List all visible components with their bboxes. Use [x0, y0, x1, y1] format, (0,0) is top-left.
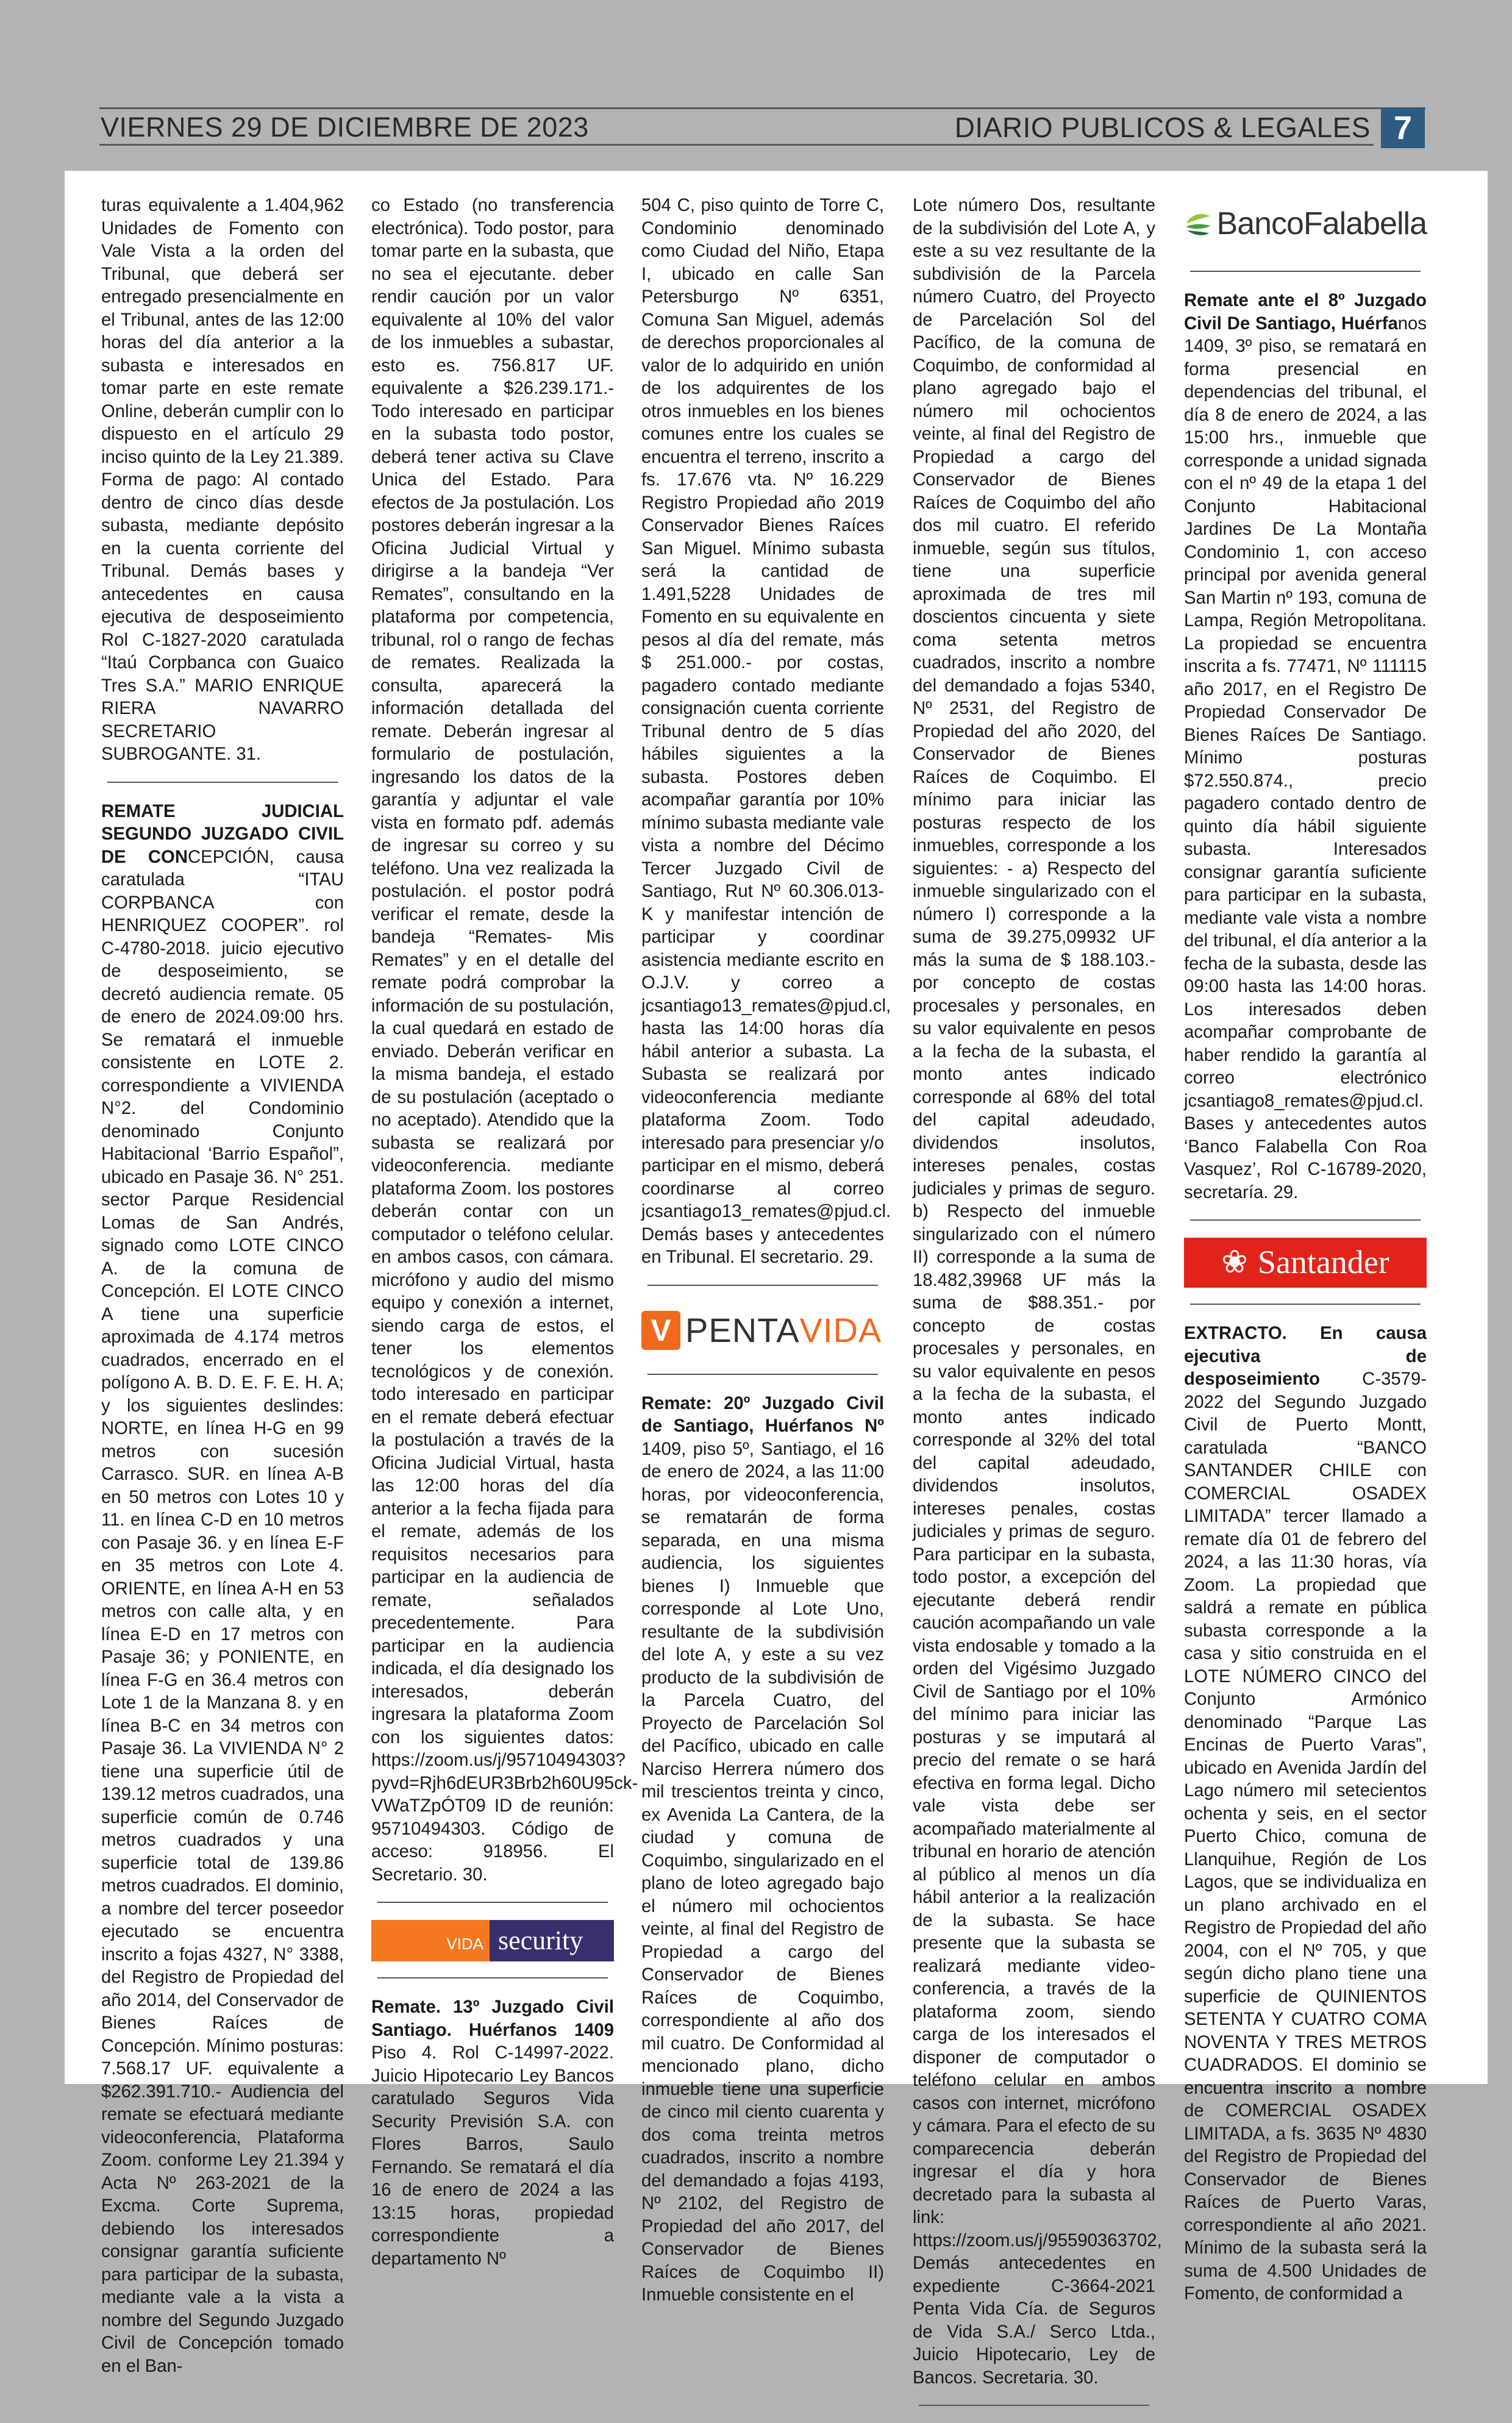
falabella-word-1: Banco — [1216, 206, 1303, 242]
notice-vida-security — [371, 1996, 614, 2270]
vida-security-logo — [371, 1920, 614, 1961]
notice-divider — [647, 1285, 878, 1286]
notice-body: Piso 4. Rol C-14997-2022. Juicio Hipotecario Ley Bancos caratulado Seguros Vida Security Previsión S.A. con Flores Barros, Saulo Fernando. Se rematará el día 16 de enero de 2024 a las 13:15 horas, propiedad correspondiente a departamento Nº — [371, 2043, 614, 2269]
column-2 — [371, 194, 638, 2270]
pentavida-word-2: VIDA — [799, 1310, 882, 1349]
vida-security-small-text: VIDA — [446, 1934, 483, 1953]
notice-itau-continued: turas equivalente a 1.404,962 Unidades de Fomento con Vale Vista a la orden del Tribunal, que deberá ser entregado presencialmente en el Tribunal, antes de las 12:00 horas del día anterior a la subasta e interesados en tomar parte en este remate Online, deberán cumplir con lo dispuesto en el artículo 29 inciso quinto de la Ley 21.389. Forma de pago: Al contado dentro de cinco días desde subasta, mediante depósito en la cuenta corriente del Tribunal. Demás bases y antecedentes en causa ejecutiva de desposeimiento Rol C-1827-2020 caratulada “Itaú Corpbanca con Guaico Tres S.A.” MARIO ENRIQUE RIERA NAVARRO SECRETARIO SUBROGANTE. 31. — [101, 195, 344, 764]
notice-itau-continued-2: co Estado (no transferencia electrónica). Todo postor, para tomar parte en la subasta, que no sea el ejecutante. deber rendir caución por un valor equivalente al 10% del valor de los inmuebles a subastar, esto es. 756.817 UF. equivalente a $26.239.171.- Todo interesado en participar en la subasta todo postor, deberá tener activa su Clave Unica del Estado. Para efectos de Ja postulación. Los postores deberán ingresar a la Oficina Judicial Virtual y dirigirse a la bandeja “Ver Remates”, consultando en la plataforma por competencia, tribunal, rol o rango de fechas de remates. Realizada la consulta, aparecerá la información detallada del remate. Deberán ingresar al formulario de postulación, ingresando los datos de la garantía y adjuntar el vale vista en formato pdf. además de ingresar su correo y su teléfono. Una vez realizada la postulación. el postor podrá verificar el remate, desde la bandeja “Remates- Mis Remates” y en el detalle del remate podrá comprobar la información de su postulación, la cual quedará en estado de enviado. Deberán verificar en la misma bandeja, el estado de su postulación (aceptado o no aceptado). Atendido que la subasta se realizará por videoconferencia. mediante plataforma Zoom. los postores deberán contar con un computador o teléfono celular. en ambos casos, con cámara. micrófono y audio del mismo equipo y conexión a internet, siendo carga de estos, el tener los elementos tecnológicos y de conexión. todo interesado en participar en el remate deberá efectuar la postulación a través de la Oficina Judicial Virtual, hasta las 12:00 horas del día anterior a la fecha fijada para el remate, además de los requisitos necesarios para participar en la audiencia de remate, señalados precedentemente. Para participar en la audiencia indicada, el día designado los interesados, deberán ingresara la plataforma Zoom con los siguientes datos: https://zoom.us/j/95710494303?pyvd=Rjh6dEUR3Brb2h60U95ck-VWaTZpÓT09 ID de reunión: 95710494303. Código de acceso: 918956. El Secretario. 30. — [371, 195, 638, 1885]
notice-body: nos 1409, 3º piso, se rematará en forma presencial en dependencias del tribunal, el día 8 de enero de 2024, a las 15:00 hrs., inmueble que corresponde a unidad signada con el nº 49 de la etapa 1 del Conjunto Habitacional Jardines De La Montaña Condominio 1, con acceso principal por avenida general San Martin nº 193, comuna de Lampa, Región Metropolitana. La propiedad se encuentra inscrita a fs. 77471, Nº 111115 año 2017, en el Registro De Propiedad Conservador De Bienes Raíces De Santiago. Mínimo posturas $72.550.874., precio pagadero contado dentro de quinto día hábil siguiente subasta. Interesados consignar garantía suficiente para participar en la subasta, mediante vale vista a nombre del tribunal, el día anterior a la fecha de la subasta, desde las 09:00 hasta las 14:00 horas. Los interesados deben acompañar comprobante de haber rendido la garantía al correo electrónico jcsantiago8_remates@pjud.cl. Bases y antecedentes autos ‘Banco Falabella Con Roa Vasquez’, Rol C-16789-2020, secretaría. 29. — [1184, 313, 1427, 1202]
santander-wordmark: Santander — [1257, 1244, 1389, 1281]
vida-security-logo-right: security — [490, 1920, 614, 1961]
pentavida-word-1: PENTA — [685, 1310, 800, 1349]
pentavida-mark-icon: V — [641, 1311, 680, 1350]
notice-divider — [1190, 271, 1421, 272]
vida-security-logo-left — [371, 1920, 490, 1961]
header-bottom-rule — [99, 144, 1374, 146]
notice-divider — [107, 782, 338, 783]
header-publication-name: DIARIO PUBLICOS & LEGALES — [954, 112, 1371, 143]
column-3 — [641, 194, 891, 2307]
notice-pentavida-continued: Lote número Dos, resultante de la subdivisión del Lote A, y este a su vez resultante de la subdivisión de la Parcela número Cuatro, del Proyecto de Parcelación Sol del Pacífico, de la comuna de Coquimbo, de conformidad al plano agregado bajo el número mil ochocientos veinte, al final del Registro de Propiedad a cargo del Conservador de Bienes Raíces de Coquimbo del año dos mil cuatro. El referido inmueble, según sus títulos, tiene una superficie aproximada de tres mil doscientos cincuenta y siete coma setenta metros cuadrados, inscrito a nombre del demandado a fojas 5340, Nº 2531, del Registro de Propiedad del año 2020, del Conservador de Bienes Raíces de Coquimbo. El mínimo para iniciar las posturas respecto de los inmuebles, corresponde a los siguientes: - a) Respecto del inmueble singularizado con el número I) corresponde a la suma de 39.275,09932 UF más la suma de $ 188.103.- por concepto de costas procesales y personales, en su valor equivalente en pesos a la fecha de la subasta, el monto antes indicado corresponde al 68% del total del capital adeudado, dividendos insolutos, intereses penales, costas judiciales y primas de seguro. b) Respecto del inmueble singularizado con el número II) corresponde a la suma de 18.482,39968 UF más la suma de $88.351.- por concepto de costas procesales y personales, en su valor equivalente en pesos a la fecha de la subasta, el monto antes indicado corresponde al 32% del total del capital adeudado, dividendos insolutos, intereses penales, costas judiciales y primas de seguro. Para participar en la subasta, todo postor, a excepción del ejecutante deberá rendir caución acompañando un vale vista endosable y tomado a la orden del Vigésimo Juzgado Civil de Santiago por el 10% del mínimo para iniciar las posturas y se imputará al precio del remate o se hará efectiva en forma legal. Dicho vale vista debe ser acompañado materialmente al tribunal en horario de atención al público al menos un día hábil anterior a la realización de la subasta. Se hace presente que la subasta se realizará mediante video- conferencia, a través de la plataforma zoom, siendo carga de los interesados el disponer de computador o teléfono celular en ambos casos con internet, micrófono y cámara. Para el efecto de su comparecencia deberán ingresar el día y hora decretado para la subasta al link: https://zoom.us/j/95590363702, Demás antecedentes en expediente C-3664-2021 Penta Vida Cía. de Seguros de Vida S.A./ Serco Ltda., Juicio Hipotecario, Ley de Bancos. Secretaria. 30. — [913, 195, 1162, 2388]
column-4 — [913, 194, 1162, 2423]
notice-divider — [1190, 1219, 1421, 1221]
pentavida-logo — [641, 1303, 884, 1358]
falabella-leaf-icon — [1184, 198, 1212, 251]
notice-divider — [647, 1374, 878, 1375]
banco-falabella-logo — [1184, 194, 1427, 255]
santander-flame-icon: ❀ — [1221, 1244, 1248, 1280]
column-5 — [1184, 194, 1427, 2305]
notice-heading: REMATE JUDICIAL SEGUNDO JUZGADO CIVIL DE CON — [101, 801, 344, 867]
santander-logo — [1184, 1238, 1427, 1288]
header-date: VIERNES 29 DE DICIEMBRE DE 2023 — [101, 112, 589, 143]
notice-itau-corpbanca — [101, 800, 344, 2378]
notice-santander — [1184, 1322, 1427, 2305]
notice-divider — [1190, 1304, 1421, 1305]
notice-heading: EXTRACTO. En causa ejecutiva de desposeimiento — [1184, 1323, 1427, 1389]
notice-divider — [377, 1902, 608, 1903]
notice-divider — [377, 1977, 608, 1979]
notice-body: CEPCIÓN, causa caratulada “ITAU CORPBANCA con HENRIQUEZ COOPER”. rol C-4780-2018. juicio ejecutivo de desposeimiento, se decretó audiencia remate. 05 de enero de 2024.09:00 hrs. Se rematará el inmueble consistente en LOTE 2. correspondiente a VIVIENDA N°2. del Condominio denominado Conjunto Habitacional ‘Barrio Español”, ubicado en Pasaje 36. N° 251. sector Parque Residencial Lomas de San Andrés, signado como LOTE CINCO A. de la comuna de Concepción. El LOTE CINCO A tiene una superficie aproximada de 4.174 metros cuadrados, encerrado en el polígono A. B. D. E. F. E. H. A; y los siguientes deslindes: NORTE, en línea H-G en 99 metros con sucesión Carrasco. SUR. en línea A-B en 50 metros con Lotes 10 y 11. en línea C-D en 10 metros con Pasaje 36. y en línea E-F en 35 metros con Lote 4. ORIENTE, en línea A-H en 53 metros con calle alta, y en línea E-D en 17 metros con Pasaje 36; y PONIENTE, en línea F-G en 36.4 metros con Lote 1 de la Manzana 8. y en línea B-C en 34 metros con Pasaje 36. La VIVIENDA N° 2 tiene una superficie útil de 139.12 metros cuadrados, una superficie común de 0.746 metros cuadrados y una superficie total de 139.86 metros cuadrados. El dominio, a nombre del tercer poseedor ejecutado se encuentra inscrito a fojas 4327, N° 3388, del Registro de Propiedad del año 2014, del Conservador de Bienes Raíces de Concepción. Mínimo posturas: 7.568.17 UF. equivalente a $262.391.710.- Audiencia del remate se efectuará mediante videoconferencia, Plataforma Zoom. conforme Ley 21.394 y Acta Nº 263-2021 de la Excma. Corte Suprema, debiendo los interesados consignar garantía suficiente para participar de la subasta, mediante vale a la vista a nombre del Segundo Juzgado Civil de Concepción tomado en el Ban- — [101, 846, 344, 2376]
notice-heading: Remate: 20º Juzgado Civil de Santiago, Huérfanos Nº — [641, 1393, 884, 1436]
falabella-word-2: Falabella — [1303, 206, 1427, 242]
header-top-rule — [99, 107, 1425, 109]
notice-divider — [919, 2405, 1149, 2406]
notice-body: C-3579-2022 del Segundo Juzgado Civil de Puerto Montt, caratulada “BANCO SANTANDER CHILE con COMERCIAL OSADEX LIMITADA” tercer llamado a remate día 01 de febrero del 2024, a las 11:30 horas, vía Zoom. La propiedad que saldrá a remate en pública subasta corresponde a la casa y sitio construida en el LOTE NÚMERO CINCO del Conjunto Armónico denominado “Parque Las Encinas de Puerto Varas”, ubicado en Avenida Jardín del Lago número mil setecientos ochenta y seis, en el sector Puerto Chico, comuna de Llanquihue, Región de Los Lagos, que se individualiza en un plano archivado en el Registro de Propiedad del año 2004, con el Nº 705, y que según dicho plano tiene una superficie de QUINIENTOS SETENTA Y CUATRO COMA NOVENTA Y TRES METROS CUADRADOS. El dominio se encuentra inscrito a nombre de COMERCIAL OSADEX LIMITADA, a fs. 3635 Nº 4830 del Registro de Propiedad del Conservador de Bienes Raíces de Puerto Varas, correspondiente al año 2021. Mínimo de la subasta será la suma de 4.500 Unidades de Fomento, de conformidad a — [1184, 1369, 1427, 2303]
notice-heading: Remate. 13º Juzgado Civil Santiago. Huérfanos 1409 — [371, 1997, 614, 2040]
page-number-badge: 7 — [1381, 108, 1425, 148]
notice-banco-falabella — [1184, 289, 1427, 1204]
notice-vida-security-continued: 504 C, piso quinto de Torre C, Condominio denominado como Ciudad del Niño, Etapa I, ubicado en calle San Petersburgo Nº 6351, Comuna San Miguel, además de derechos proporcionales al valor de lo adquirido en unión de los adquirentes de los otros inmuebles en los bienes comunes entre los cuales se encuentra el terreno, inscrito a fs. 17.676 vta. Nº 16.229 Registro Propiedad año 2019 Conservador Bienes Raíces San Miguel. Mínimo subasta será la cantidad de 1.491,5228 Unidades de Fomento en su equivalente en pesos al día del remate, más $ 251.000.- por costas, pagadero contado mediante consignación cuenta corriente Tribunal dentro de 5 días hábiles siguientes a la subasta. Postores deben acompañar garantía por 10% mínimo subasta mediante vale vista a nombre del Décimo Tercer Juzgado Civil de Santiago, Rut Nº 60.306.013-K y manifestar intención de participar y coordinar asistencia mediante escrito en O.J.V. y correo a jcsantiago13_remates@pjud.cl, hasta las 14:00 horas día hábil anterior a subasta. La Subasta se realizará por videoconferencia mediante plataforma Zoom. Todo interesado para presenciar y/o participar en el mismo, deberá coordinarse al correo jcsantiago13_remates@pjud.cl. Demás bases y antecedentes en Tribunal. El secretario. 29. — [641, 195, 891, 1267]
notice-body: 1409, piso 5º, Santiago, el 16 de enero de 2024, a las 11:00 horas, por videoconferencia, se rematarán de forma separada, en una misma audiencia, los siguientes bienes I) Inmueble que corresponde al Lote Uno, resultante de la subdivisión del lote A, y este a su vez producto de la subdivisión de la Parcela Cuatro, del Proyecto de Parcelación Sol del Pacífico, ubicado en calle Narciso Herrera número dos mil trescientos treinta y cinco, ex Avenida La Cantera, de la ciudad y comuna de Coquimbo, singularizado en el plano de loteo agregado bajo el número mil ochocientos veinte, al final del Registro de Propiedad a cargo del Conservador de Bienes Raíces de Coquimbo, correspondiente al año dos mil cuatro. De Conformidad al mencionado plano, dicho inmueble tiene una superficie de cinco mil ciento cuarenta y dos coma treinta metros cuadrados, inscrito a nombre del demandado a fojas 4193, Nº 2102, del Registro de Propiedad del año 2017, del Conservador de Bienes Raíces de Coquimbo II) Inmueble consistente en el — [641, 1438, 884, 2305]
notice-heading: Remate ante el 8º Juzgado Civil De Santiago, Huérfa — [1184, 290, 1427, 334]
column-1 — [101, 194, 344, 2377]
notice-pentavida — [641, 1392, 884, 2307]
